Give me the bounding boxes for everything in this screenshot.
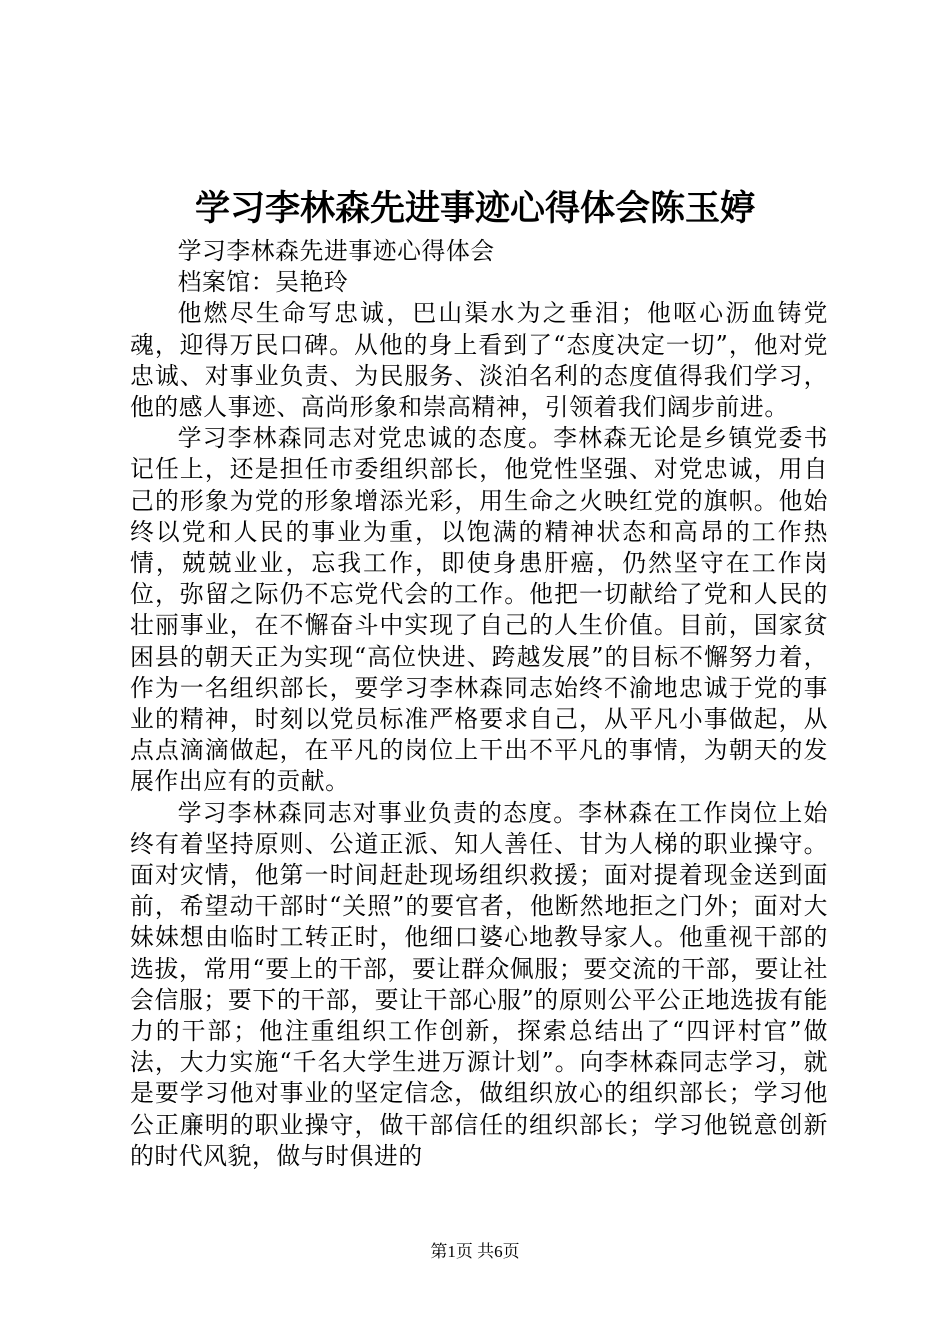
paragraph-responsibility: 学习李林森同志对事业负责的态度。李林森在工作岗位上始终有着坚持原则、公道正派、知人善任、甘为人梯的职业操守。面对灾情，他第一时间赶赴现场组织救援；面对提着现金送到面前，希望动干部时“关照”的要官者，他断然地拒之门外；面对大妹妹想由临时工转正时，他细口婆心地教导家人。他重视干部的选拔，常用“要上的干部，要让群众佩服；要交流的干部，要让社会信服；要下的干部，要让干部心服”的原则公平公正地选拔有能力的干部；他注重组织工作创新，探索总结出了“四评村官”做法，大力实施“千名大学生进万源计划”。向李林森同志学习，就是要学习他对事业的坚定信念，做组织放心的组织部长；学习他公正廉明的职业操守，做干部信任的组织部长；学习他锐意创新的时代风貌，做与时俱进的 [130, 798, 828, 1170]
paragraph-loyalty: 学习李林森同志对党忠诚的态度。李林森无论是乡镇党委书记任上，还是担任市委组织部长，他党性坚强、对党忠诚，用自己的形象为党的形象增添光彩，用生命之火映红党的旗帜。他始终以党和人民的事业为重，以饱满的精神状态和高昂的工作热情，兢兢业业，忘我工作，即使身患肝癌，仍然坚守在工作岗位，弥留之际仍不忘党代会的工作。他把一切献给了党和人民的壮丽事业，在不懈奋斗中实现了自己的人生价值。目前，国家贫困县的朝天正为实现“高位快进、跨越发展”的目标不懈努力着，作为一名组织部长，要学习李林森同志始终不渝地忠诚于党的事业的精神，时刻以党员标准严格要求自己，从平凡小事做起，从点点滴滴做起，在平凡的岗位上干出不平凡的事情，为朝天的发展作出应有的贡献。 [130, 424, 828, 796]
paragraph-subtitle: 学习李林森先进事迹心得体会 [177, 237, 495, 265]
page-footer: 第1页 共6页 [430, 1242, 520, 1261]
document-title: 学习李林森先进事迹心得体会陈玉婷 [194, 188, 755, 229]
paragraph-author: 档案馆：吴艳玲 [177, 268, 349, 297]
paragraph-intro: 他燃尽生命写忠诚，巴山渠水为之垂泪；他呕心沥血铸党魂，迎得万民口碑。从他的身上看到了“态度决定一切”，他对党忠诚、对事业负责、为民服务、淡泊名利的态度值得我们学习，他的感人事迹、高尚形象和崇高精神，引领着我们阔步前进。 [130, 299, 828, 422]
document-body [130, 236, 828, 1172]
